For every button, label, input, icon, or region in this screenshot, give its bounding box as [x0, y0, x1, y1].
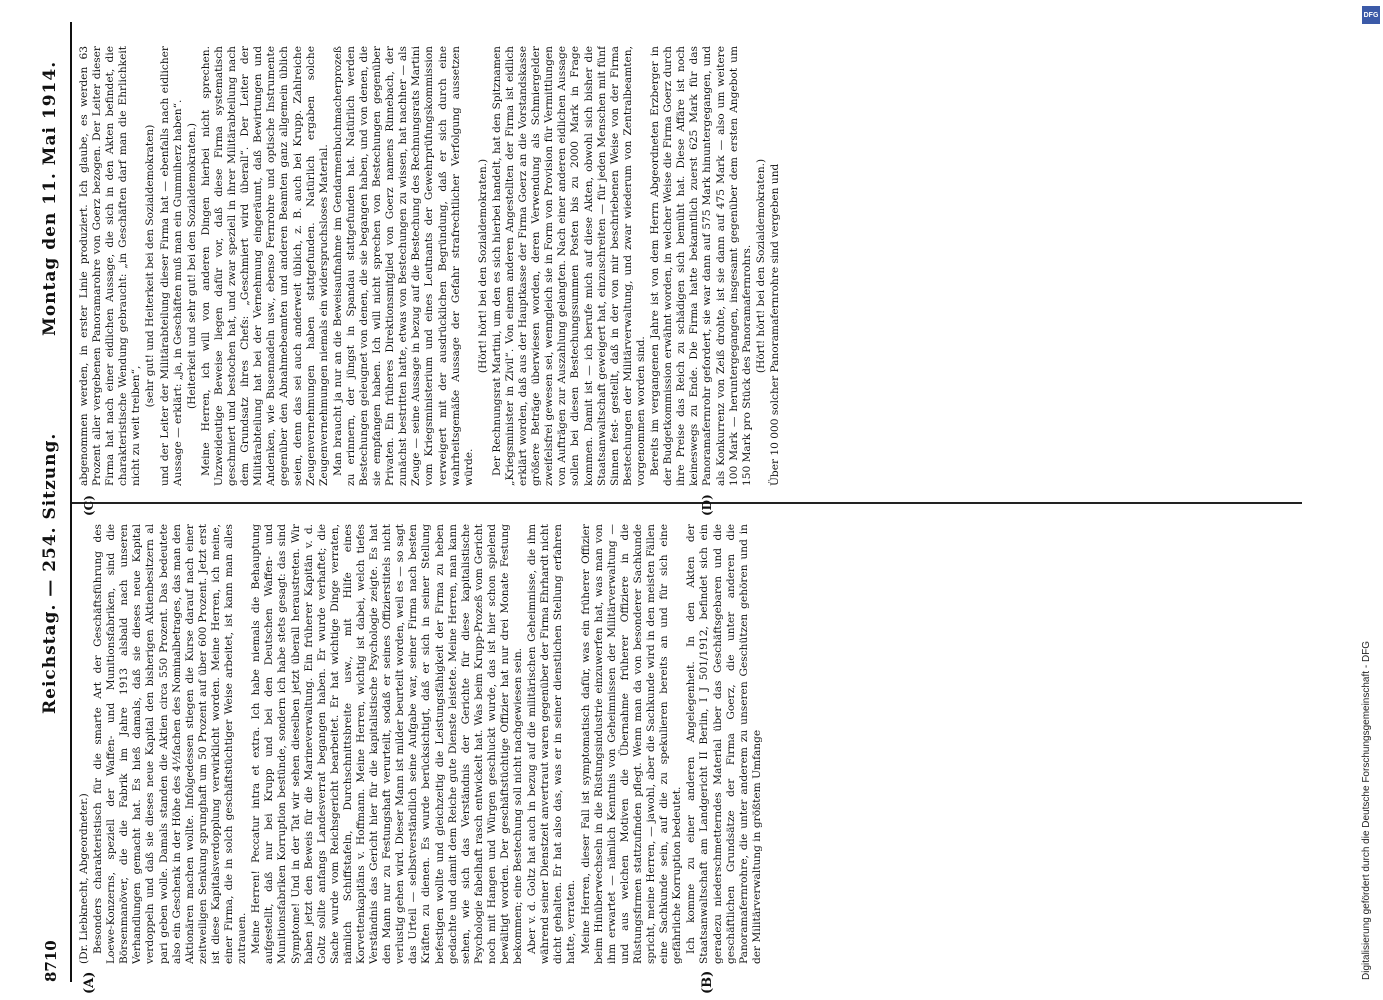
interjection: (Hört! hört! bei den Sozialdemokraten.): [476, 158, 489, 374]
interjection: (sehr gut! und Heiterkeit bei den Sozialdemokraten): [144, 124, 157, 408]
paragraph: Meine Herren, dieser Fall ist symptomatisch dafür, was ein früherer Offizier beim Hinüberwechseln in die Rüstungsindustrie einzuwerfen hat, was man von ihm erwartet — nämlich Kenntnis von Geheimnissen der Militärverwaltung — und aus welchen Motiven die Übernahme früherer Offiziere in die Rüstungsfirmen stattzufinden pflegt. Wenn man da von besonderer Sachkunde spricht, meine Herren, — jawohl, aber die Sachkunde wird in den meisten Fällen eine Sachkunde sein, auf die zu spekulieren bereits an und für sich eine gefährliche Korruption bedeutet.: [579, 524, 684, 964]
page-title: Reichstag. — 254. Sitzung.: [40, 432, 60, 714]
paragraph: und der Leiter der Militärabteilung dieser Firma hat — ebenfalls nach eidlicher Aussage — erklärt: „ja, in Geschäften muß man ein Gummiherz haben“.: [158, 46, 184, 486]
interjection: (Hört! hört! bei den Sozialdemokraten.): [754, 158, 767, 374]
speaker-line: (Dr. Liebknecht, Abgeordneter.): [78, 793, 90, 964]
left-column: [78, 524, 1298, 964]
right-column: [78, 46, 1298, 486]
digitization-credit: Digitalisierung gefördert durch die Deutsche Forschungsgemeinschaft - DFG: [1361, 640, 1372, 980]
paragraph: Meine Herren! Peccatur intra et extra. Ich habe niemals die Behauptung aufgestellt, daß nur bei Krupp und bei den Deutschen Waffen- und Munitionsfabriken Korruption bestünde, sondern ich habe stets gesagt: das sind Symptome! Und in der Tat wir sehen dieselben jetzt überall heraustreten. Wir haben jetzt den Beweis für die Marineverwaltung. Ein früherer Kapitän v. d. Goltz sollte anfangs Landesverrat begangen haben. Er wurde verhaftet; die Sache wurde vom Reichsgericht bearbeitet. Er hat wichtige Dinge verraten, nämlich Schiffstafeln, Durchschnittsbreite usw., mit Hilfe eines Korvettenkapitäns v. Hoffmann. Meine Herren, wichtig ist dabei, welch tiefes Verständnis das Gericht hier für die kapitalistische Psychologie zeigte. Es hat den Mann nur zu Festungshaft verurteilt, sodaß er seines Offizierstitels nicht verlustig gehen wird. Dieser Mann ist milder beurteilt worden, weil es — so sagt das Urteil — selbstverständlich seine Aufgabe war, seiner Firma nach besten Kräften zu dienen. Es wurde berücksichtigt, daß er sich in seiner Stellung befestigen wollte und gleichzeitig die Leistungsfähigkeit der Firma zu heben gedachte und damit dem Reiche gute Dienste leistete. Meine Herren, man kann sehen, wie sich das Verständnis der Gerichte für diese kapitalistische Psychologie fabelhaft rasch entwickelt hat. Was beim Krupp-Prozeß vom Gericht noch mit Hangen und Würgen geschluckt wurde, das ist hier schon spielend bewältigt worden. Der geschäftstüchtige Offizier hat nur drei Monate Festung bekommen; eine Bestechung soll nicht nachgewiesen sein.: [250, 524, 525, 964]
paragraph: Besonders charakteristisch für die smarte Art der Geschäftsführung des Loewe-Konzerns, speziell der Waffen- und Munitionsfabriken, sind die Börsenmanöver, die die Fabrik im Jahre 1913 alsbald nach unseren Verhandlungen gemacht hat. Es hieß damals, daß sie dieses neue Kapital verdoppeln und daß sie dieses neue Kapital den bisherigen Aktienbesitzern al pari geben wolle. Damals standen die Aktien circa 550 Prozent. Das bedeutete also ein Geschenk in der Höhe des 4½fachen des Nominalbetrages, das man den Aktionären machen wollte. Infolgedessen stiegen die Kurse darauf nach einer zeitweiligen Senkung sprunghaft um 50 Prozent auf über 600 Prozent. Jetzt erst ist diese Kapitalsverdopplung verwirklicht worden. Meine Herren, ich meine, einer Firma, die in solch geschäftstüchtiger Weise arbeitet, ist kann man alles zutrauen.: [92, 524, 249, 964]
interjection: (Heiterkeit und sehr gut! bei den Sozialdemokraten.): [185, 122, 198, 410]
dfg-logo: DFG: [1362, 6, 1380, 24]
page-number: 8710: [42, 940, 60, 982]
margin-mark-d: (D): [700, 494, 714, 516]
paragraph: Über 10 000 solcher Panoramafernrohre sind vergeben und: [768, 163, 781, 486]
paragraph: Aber v. d. Goltz hat auch in bezug auf die militärischen Geheimnisse, die ihm während seiner Dienstzeit anvertraut waren gegenüber der Firma Ehrhardt nicht dicht gehalten. Er hat also das, was er in seiner dienstlichen Stellung erfahren hatte, verraten.: [526, 524, 578, 964]
paragraph: Meine Herren, ich will von anderen Dingen hierbei nicht sprechen. Unzweideutige Beweise liegen dafür vor, daß diese Firma systematisch geschmiert und bestochen hat, und zwar speziell in ihrer Militärabteilung nach dem Grundsatz ihres Chefs: „Geschmiert wird überall“. Der Leiter der Militärabteilung hat bei der Vernehmung eingeräumt, daß Bewirtungen und Andenken, wie Busennadeln usw., ebenso Fernrohre und optische Instrumente gegenüber den Abnahmebeamten und anderen Beamten ganz allgemein üblich seien, denn das sei auch anderweit üblich, z. B. auch bei Krupp. Zahlreiche Zeugenvernehmungen haben stattgefunden. Natürlich ergaben solche Zeugenvernehmungen niemals ein widerspruchsloses Material.: [199, 46, 330, 486]
session-date: Montag den 11. Mai 1914.: [40, 60, 60, 336]
paragraph: abgenommen werden, in erster Linie produziert. Ich glaube, es werden 63 Prozent aller vergebenen Panoramarohre von Goerz bezogen. Der Leiter dieser Firma hat nach einer eidlichen Aussage, die sich in den Akten befindet, die charakteristische Wendung gebraucht: „in Geschäften darf man die Ehrlichkeit nicht zu weit treiben“,: [78, 46, 143, 486]
margin-mark-c: (C): [82, 495, 96, 516]
paragraph: Ich komme zu einer anderen Angelegenheit. In den Akten der Staatsanwaltschaft am Landgericht II Berlin, I J 501/1912, befindet sich ein geradezu niederschmetterndes Material über das Geschäftsgebaren und die geschäftlichen Grundsätze der Firma Goerz, die unter anderen die Panoramafernrohre, die unter anderem zu unseren Geschützen gehören und in der Militärverwaltung in größtem Umfange: [685, 524, 763, 964]
paragraph: Bereits im vergangenen Jahre ist von dem Herrn Abgeordneten Erzberger in der Budgetkommission erwähnt worden, in welcher Weise die Firma Goerz durch ihre Preise das Reich zu schädigen sich bemüht hat. Diese Affäre ist noch keineswegs zu Ende. Die Firma hatte bekanntlich zuerst 625 Mark für das Panoramafernrohr gefordert, sie war dann auf 575 Mark hinuntergegangen, und als Konkurrenz von Zeiß drohte, ist sie dann auf 475 Mark — also um weitere 100 Mark — heruntergegangen, insgesamt gegenüber dem ersten Angebot um 150 Mark pro Stück des Panoramafernrohrs.: [649, 46, 753, 486]
margin-mark-b: (B): [700, 970, 715, 994]
paragraph: Der Rechnungsrat Martini, um den es sich hierbei handelt, hat den Spitznamen „Kriegsminister in Zivil“. Von einem anderen Angestellten der Firma ist eidlich erklärt worden, daß aus der Hauptkasse der Firma Goerz an die Vorstandskasse größere Beträge überwiesen worden, deren Verwendung als Schmiergelder zweifelsfrei gewesen sei, wenngleich sie in Form von Provision für Vermittlungen von Aufträgen zur Auszahlung gelangten. Nach einer anderen eidlichen Aussage sollen bei diesen Bestechungssummen Posten bis zu 2000 Mark in Frage kommen. Damit ist — ich berufe mich auf diese Akten, obwohl sich bisher die Staatsanwaltschaft geweigert hat, einzuschreiten — für jeden Menschen mit fünf Sinnen fest- gestellt, daß in der von mir beschriebenen Weise von der Firma Bestechungen der Militärverwaltung, und zwar wiederum von Zentralbeamten, vorgenommen worden sind.: [490, 46, 647, 486]
margin-mark-a: (A): [82, 971, 97, 994]
column-divider: [72, 502, 1302, 504]
page-header: [38, 12, 68, 982]
paragraph: Man braucht ja nur an die Beweisaufnahme im Gendarmenbuchmacherprozeß zu erinnern, der jüngst in Spandau stattgefunden hat. Natürlich werden Bestechungen geleugnet von denen, die sie begangen haben, und von denen, die sie empfangen haben. Ich will nicht sprechen von Bestechungen gegenüber Privaten. Ein früheres Direktionsmitglied von Goerz namens Rinnebach, der zunächst bestritten hatte, etwas von Bestechungen zu wissen, hat nachher — als Zeuge — seine Aussage in bezug auf die Bestechung des Rechnungsrats Martini vom Kriegsministerium und eines Leutnants der Gewehrprüfungskommission verweigert mit der ausdrücklichen Begründung, daß er sich durch eine wahrheitsgemäße Aussage der Gefahr strafrechtlicher Verfolgung aussetzen würde.: [331, 46, 475, 486]
